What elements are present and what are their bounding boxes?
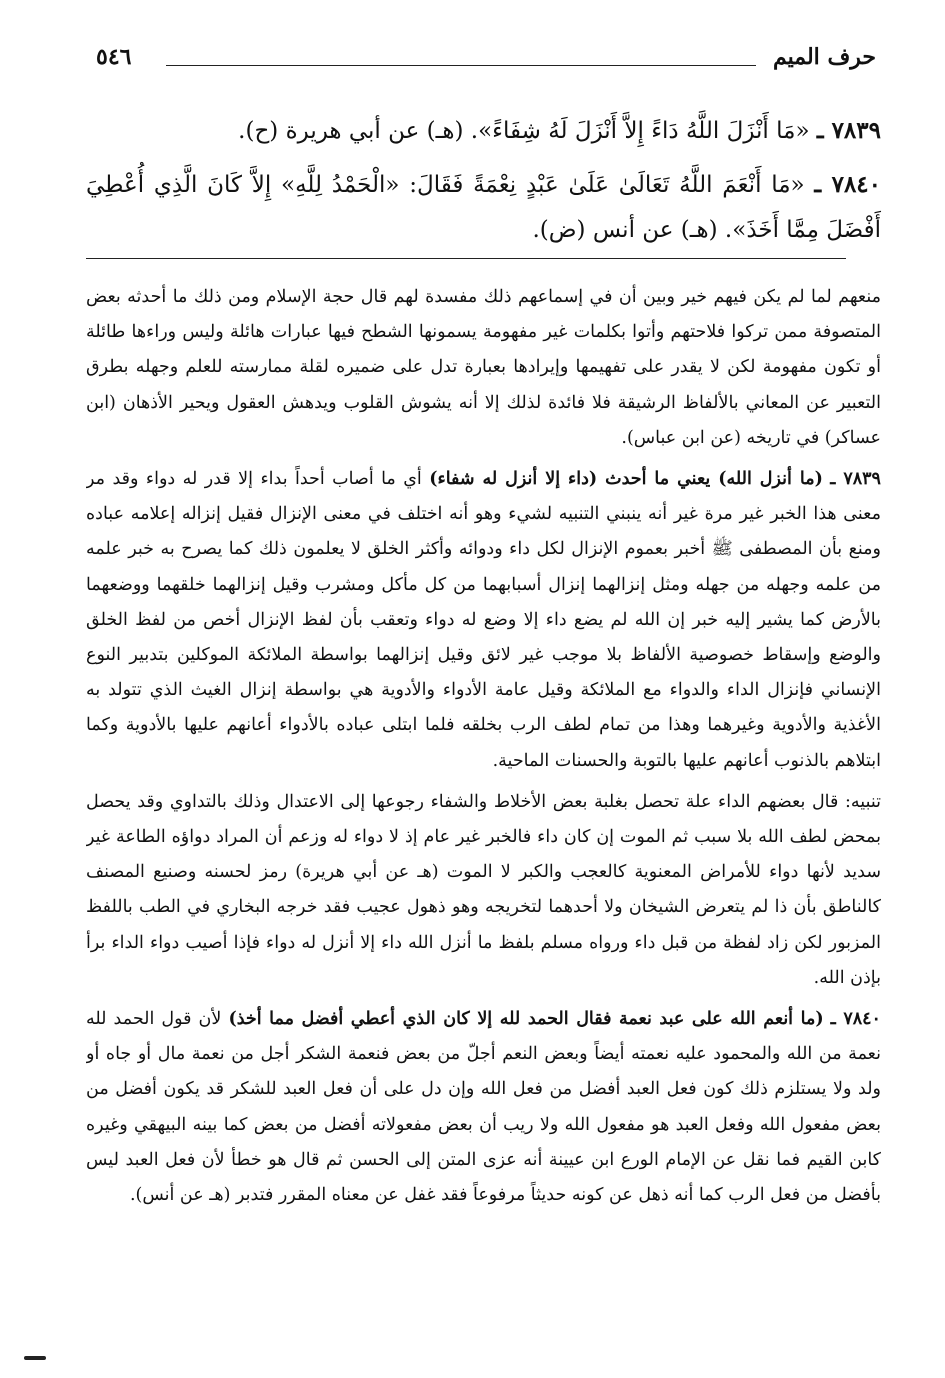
commentary-paragraph: منعهم لما لم يكن فيهم خير وبين أن في إسماعهم ذلك مفسدة لهم قال حجة الإسلام ومن ذلك ما أحدثه بعض المتصوفة ممن تركوا فلاحتهم وأتوا بكلمات غير مفهومة يسمونها الشطح فيها عبارات هائلة وليس وراءها طائلة أو تكون مفهومة لكن لا يقدر على تفهيمها وإيرادها بعبارة تدل على ضميره لقلة ممارسته للعلم وجهله بطرق التعبير عن المعاني بالألفاظ الرشيقة فلا فائدة لذلك إلا أنه يشوش القلوب ويدهش العقول ويحير الأذهان (ابن عساكر) في تاريخه (عن ابن عباس). xyxy=(86,287,881,448)
commentary-block xyxy=(86,280,881,1320)
hadith-number: ٧٨٣٩ ـ xyxy=(816,117,881,144)
commentary-number: ٧٨٤٠ ـ xyxy=(830,1009,881,1030)
hadith-text-block xyxy=(86,108,881,261)
commentary-number: ٧٨٣٩ ـ xyxy=(830,469,881,490)
hadith-text: «مَا أَنْعَمَ اللَّهُ تَعَالَىٰ عَلَىٰ عَبْدٍ نِعْمَةً فَقَالَ: «الْحَمْدُ لِلَّهِ» إِلاَّ كَانَ الَّذِي أُعْطِيَ أَفْضَلَ مِمَّا أَخَذَ». (هـ) عن أنس (ض). xyxy=(86,172,881,243)
corner-mark xyxy=(24,1356,46,1360)
commentary-paragraph-7840 xyxy=(86,1002,881,1213)
commentary-body: لأن قول الحمد لله نعمة من الله والمحمود عليه نعمته أيضاً وبعض النعم أجلّ من بعض فنعمة الشكر أجل من نعمة مال أو جاه أو ولد ولا يستلزم ذلك كون فعل العبد أفضل من فعل الله وإن دل على أن فعل العبد للشكر قد يكون أفضل من بعض مفعول الله وفعل العبد هو مفعول الله ولا ريب أن بعض مفعولاته أفضل من بعض كما بينه البيهقي وغيره كابن القيم فما نقل عن الإمام الورع ابن عيينة أنه عزى المتن إلى الحسن ثم قال هو خطأ لأن فعل العبد ليس بأفضل من فعل الرب كما أنه ذهل عن كونه حديثاً مرفوعاً فقد غفل عن معناه المقرر فتدبر (هـ عن أنس). xyxy=(86,1009,881,1206)
header-rule xyxy=(166,65,756,66)
page-number: ٥٤٦ xyxy=(96,44,132,70)
commentary-lead: (ما أنعم الله على عبد نعمة فقال الحمد لله إلا كان الذي أعطي أفضل مما أخذ) xyxy=(228,1009,824,1030)
commentary-lead: (ما أنزل الله) يعني ما أحدث (داء إلا أنزل له شفاء) xyxy=(429,469,823,490)
commentary-body: أي ما أصاب أحداً بداء إلا قدر له دواء وقد مر معنى هذا الخبر غير مرة غير أنه ينبني التنبيه لشيء وهو أنه اختلف في معنى الإنزال فقيل إنزاله إعلامه عباده ومنع بأن المصطفى ﷺ أخبر بعموم الإنزال لكل داء ودوائه وأكثر الخلق لا يعلمون ذلك كما يصرح به خبر علمه من علمه وجهله من جهله ومثل إنزالهما إنزال أسبابهما من كل مأكل ومشرب وقيل إنزالهما خلقهما ووضعهما بالأرض كما يشير إليه خبر إن الله لم يضع داء إلا وضع له دواء وتعقب بأن لفظ الإنزال أخص من لفظ الخلق والوضع وإسقاط خصوصية الألفاظ بلا موجب غير لائق وقيل إنزالهما بواسطة الملائكة الموكلين بتدبير النوع الإنساني فإنزال الداء والدواء مع الملائكة وقيل عامة الأدواء والأدوية هي بواسطة إنزال الغيث الذي تتولد به الأغذية والأدوية وغيرهما وهذا من تمام لطف الرب بخلقه فلما ابتلى عباده بالأدواء أعانهم عليها بالأدوية وكما ابتلاهم بالذنوب أعانهم عليها بالتوبة والحسنات الماحية. xyxy=(86,469,881,771)
hadith-text: «مَا أَنْزَلَ اللَّهُ دَاءً إِلاَّ أَنْزَلَ لَهُ شِفَاءً». (هـ) عن أبي هريرة (ح). xyxy=(238,118,810,144)
footnote-separator xyxy=(86,258,846,259)
page-header xyxy=(96,38,876,78)
hadith-7840 xyxy=(86,162,881,253)
chapter-title: حرف الميم xyxy=(772,44,876,70)
hadith-7839 xyxy=(86,108,881,154)
commentary-note: تنبيه: قال بعضهم الداء علة تحصل بغلبة بعض الأخلاط والشفاء رجوعها إلى الاعتدال وذلك بالتداوي وقد يحصل بمحض لطف الله بلا سبب ثم الموت إن كان داء فالخبر غير عام إذ لا دواء له وزعم أن المراد دواؤه الطاعة غير سديد لأنها دواء للأمراض المعنوية كالعجب والكبر لا الموت (هـ عن أبي هريرة) رمز لحسنه وصنيع المصنف كالناطق بأن ذا لم يتعرض الشيخان ولا أحدهما لتخريجه وهو ذهول عجيب فقد خرجه البخاري في الطب باللفظ المزبور لكن زاد لفظة من قبل داء ورواه مسلم بلفظ ما أنزل الله داء إلا أنزل له دواء فإذا أصيب دواء الداء برأ بإذن الله. xyxy=(86,791,881,988)
commentary-paragraph-7839 xyxy=(86,462,881,779)
hadith-number: ٧٨٤٠ ـ xyxy=(814,171,882,198)
